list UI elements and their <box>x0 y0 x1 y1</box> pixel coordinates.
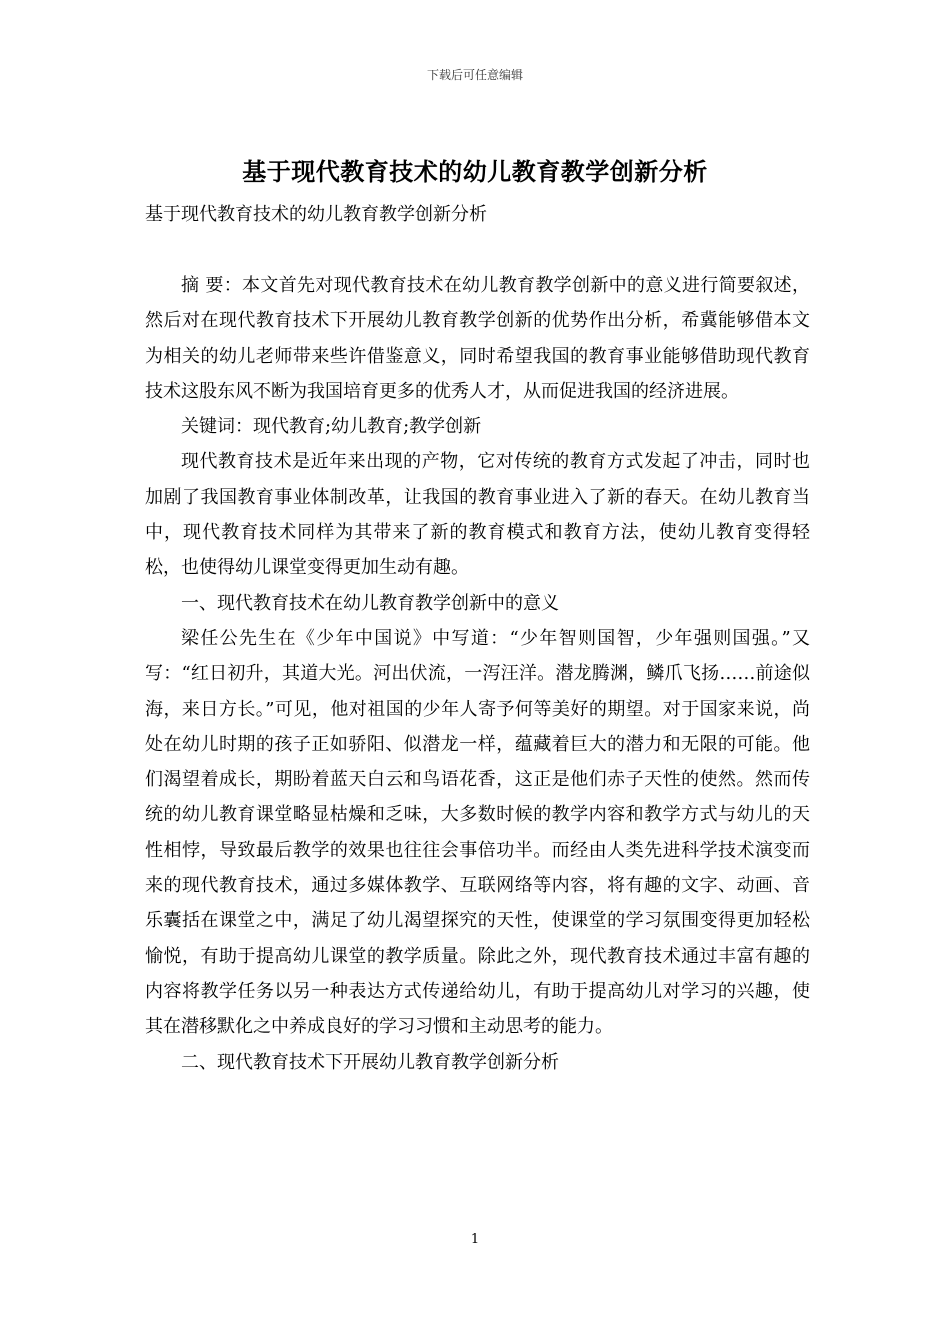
document-title: 基于现代教育技术的幼儿教育教学创新分析 <box>242 158 708 186</box>
keywords-paragraph: 关键词：现代教育;幼儿教育;教学创新 <box>181 416 482 438</box>
document-body <box>145 268 810 1080</box>
intro-paragraph: 现代教育技术是近年来出现的产物，它对传统的教育方式发起了冲击，同时也加剧了我国教育事业体制改革，让我国的教育事业进入了新的春天。在幼儿教育当中，现代教育技术同样为其带来了新的教育模式和教育方法，使幼儿教育变得轻松，也使得幼儿课堂变得更加生动有趣。 <box>145 451 810 579</box>
section-heading-2: 二、现代教育技术下开展幼儿教育教学创新分析 <box>181 1051 559 1073</box>
abstract-paragraph: 摘 要：本文首先对现代教育技术在幼儿教育教学创新中的意义进行简要叙述，然后对在现代教育技术下开展幼儿教育教学创新的优势作出分析，希冀能够借本文为相关的幼儿老师带来些许借鉴意义，同时希望我国的教育事业能够借助现代教育技术这股东风不断为我国培育更多的优秀人才，从而促进我国的经济进展。 <box>145 275 810 402</box>
section-1-paragraph: 梁任公先生在《少年中国说》中写道：“少年智则国智，少年强则国强。”又写：“红日初升，其道大光。河出伏流，一泻汪洋。潜龙腾渊，鳞爪飞扬……前途似海，来日方长。”可见，他对祖国的少年人寄予何等美好的期望。对于国家来说，尚处在幼儿时期的孩子正如骄阳、似潜龙一样，蕴藏着巨大的潜力和无限的可能。他们渴望着成长，期盼着蓝天白云和鸟语花香，这正是他们赤子天性的使然。然而传统的幼儿教育课堂略显枯燥和乏味，大多数时候的教学内容和教学方式与幼儿的天性相悖，导致最后教学的效果也往往会事倍功半。而经由人类先进科学技术演变而来的现代教育技术，通过多媒体教学、互联网络等内容，将有趣的文字、动画、音乐囊括在课堂之中，满足了幼儿渴望探究的天性，使课堂的学习氛围变得更加轻松愉悦，有助于提高幼儿课堂的教学质量。除此之外，现代教育技术通过丰富有趣的内容将教学任务以另一种表达方式传递给幼儿，有助于提高幼儿对学习的兴趣，使其在潜移默化之中养成良好的学习习惯和主动思考的能力。 <box>145 627 810 1038</box>
header-note: 下载后可任意编辑 <box>426 68 523 82</box>
page-number: 1 <box>470 1232 480 1247</box>
section-heading-1: 一、现代教育技术在幼儿教育教学创新中的意义 <box>181 592 559 614</box>
document-subtitle: 基于现代教育技术的幼儿教育教学创新分析 <box>145 204 487 225</box>
